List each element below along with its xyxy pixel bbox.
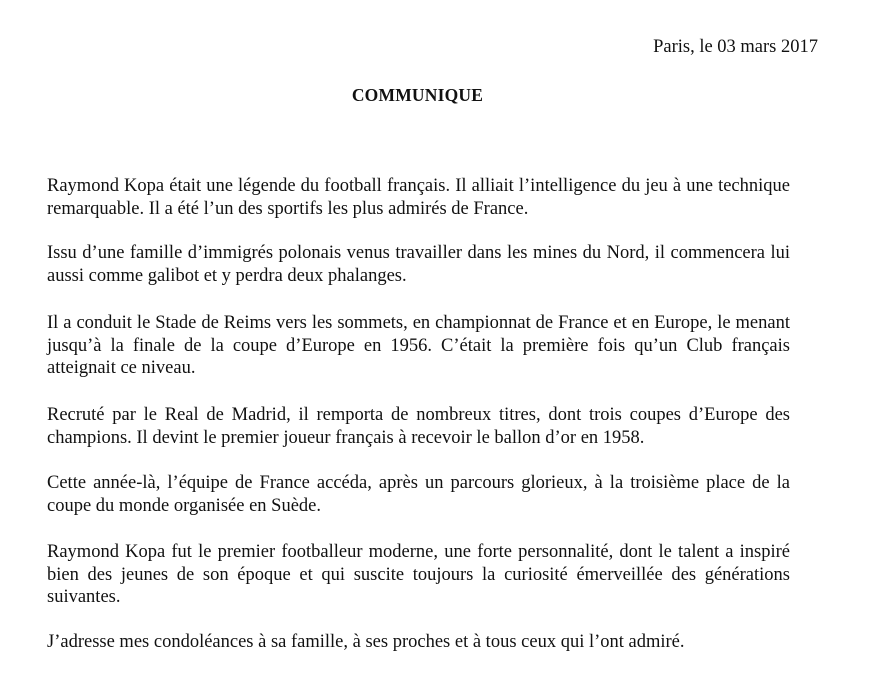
paragraph-stade-de-reims: Il a conduit le Stade de Reims vers les sommets, en championnat de France et en Europe, le menant jusqu’à la finale de la coupe d’Europe en 1956. C’était la première fois qu’un Club français atteignait ce niveau. [47, 313, 790, 378]
paragraph-condolences: J’adresse mes condoléances à sa famille, à ses proches et à tous ceux qui l’ont admiré. [47, 632, 685, 652]
paragraph-world-cup: Cette année-là, l’équipe de France accéda, après un parcours glorieux, à la troisième place de la coupe du monde organisée en Suède. [47, 473, 790, 516]
paragraph-modern-footballer: Raymond Kopa fut le premier footballeur moderne, une forte personnalité, dont le talent a inspiré bien des jeunes de son époque et qui suscite toujours la curiosité émerveillée des générations suivantes. [47, 542, 790, 607]
document-title: COMMUNIQUE [351, 85, 484, 105]
paragraph-legend: Raymond Kopa était une légende du football français. Il alliait l’intelligence du jeu à une technique remarquable. Il a été l’un des sportifs les plus admirés de France. [47, 176, 790, 219]
paragraph-real-madrid: Recruté par le Real de Madrid, il remporta de nombreux titres, dont trois coupes d’Europe des champions. Il devint le premier joueur français à recevoir le ballon d’or en 1958. [47, 405, 790, 448]
date-line: Paris, le 03 mars 2017 [653, 37, 818, 57]
paragraph-origins: Issu d’une famille d’immigrés polonais venus travailler dans les mines du Nord, il commencera lui aussi comme galibot et y perdra deux phalanges. [47, 243, 790, 286]
